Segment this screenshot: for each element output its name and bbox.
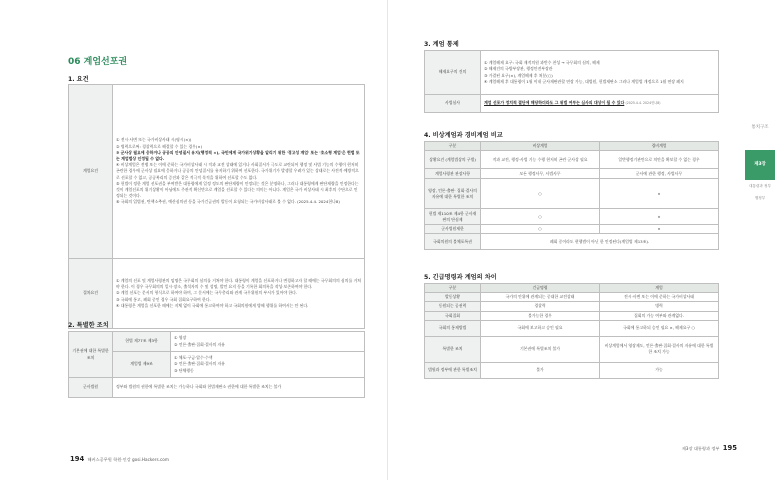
compare-cell: × (600, 179, 719, 209)
requirement-row-procedural (69, 259, 365, 329)
difference-row (425, 362, 719, 378)
chapter-title: 06 계엄선포권 (68, 57, 128, 67)
compare-header: 비상계엄 (481, 142, 600, 151)
left-page (0, 0, 387, 480)
compare-label: 계엄사령관 관장사항 (425, 169, 481, 179)
section-1-number: 1. (68, 76, 75, 83)
martial-b-item: ② 언론·출판·집회·결사의 자유 (174, 361, 226, 367)
special-row-a (69, 332, 365, 352)
compare-cell: 폐회 중이라도 현행범이 아닌 한 인정된다(계엄법 제13조). (481, 234, 719, 250)
difference-cell: 집회의 가능 여부와 관계없다. (600, 311, 719, 320)
compare-header: 구분 (425, 142, 481, 151)
difference-row (425, 302, 719, 311)
martial-b-items (171, 352, 365, 378)
control-row-1 (425, 51, 719, 95)
section-3-title (424, 39, 459, 48)
req-item: ⑥ 국회의 입법권, 탄핵소추권, 예산심의권 등을 국가긴급권의 발동이 요청되는 국가비상사태로 볼 수 없다. (2025.4.4. 2024헌나8) (116, 199, 340, 205)
requirement-text-procedural (113, 259, 365, 329)
compare-label: 군사법원제한 (425, 225, 481, 234)
court-row (69, 378, 365, 398)
difference-header-row (425, 284, 719, 293)
martial-a-label: 헌법 제77조 제3항 (113, 332, 171, 352)
compare-row (425, 169, 719, 179)
control-item: ① 계엄해제 요구: 국회 재적의원 과반수 찬성 → 국무회의 심의, 해제 (484, 60, 600, 66)
requirement-label-substantive: 계엄요건 (69, 85, 113, 259)
difference-cell: 병력 (600, 302, 719, 311)
martial-b-item: ① 체포·구금·압수·수색 (174, 355, 213, 361)
right-page (388, 0, 775, 480)
req-item: ② 병력으로써: 경찰력으로 해결할 수 있는 경우(×) (116, 143, 203, 149)
compare-row (425, 179, 719, 209)
difference-row (425, 293, 719, 302)
compare-header: 경비계엄 (600, 142, 719, 151)
compare-table (424, 141, 719, 250)
proc-item: ① 계엄의 선포 및 계엄사령관의 임명은 국무회의 심의를 거쳐야 한다. 대통령이 계엄을 선포하거나 변경하고자 할 때에는 국무회의의 심의를 거쳐야 한다. 이 경우 국무회의의 일시·장소, 출석자의 수 및 성명, 발언 요지 등을 기록한 회의록을 작성·보존하여야 한다. (116, 277, 361, 290)
section-5-title (424, 272, 497, 281)
difference-label: 국회의 통제방법 (425, 320, 481, 336)
difference-row (425, 320, 719, 336)
req-item: ① 전시·사변 또는 국가비상사태 시(평시(×)) (116, 137, 192, 143)
section-4-label: 비상계엄과 경비계엄 비교 (432, 132, 503, 139)
difference-cell: 국회에 통고하되 승인 필요 ×, 해제요구 ○ (600, 320, 719, 336)
difference-table (424, 283, 719, 379)
left-footer (68, 455, 169, 463)
compare-label: 영장, 언론·출판· 집회·결사의 자유에 대한 특별한 조치 (425, 179, 481, 209)
martial-b-label: 계엄법 제9조 (113, 352, 171, 378)
compare-cell: × (600, 209, 719, 225)
side-tab-subsection[interactable]: 행정부 (754, 196, 766, 200)
difference-label: 특별한 조치 (425, 336, 481, 362)
control-table (424, 50, 719, 113)
control-item: ④ 계엄해제 후 대통령이 1월 이내 군사재판관할 연장 가능, 대법원, 헌법재판소 그러나 계엄법 개정으로 1월 연장 폐지 (484, 78, 684, 84)
compare-row (425, 225, 719, 234)
proc-item: ② 계엄 선포는 문서의 형식으로 하여야 하며, 그 문서에는 국무총리와 관계 국무위원의 부서가 있어야 한다. (116, 290, 298, 296)
compare-cell: ○ (481, 225, 600, 234)
special-label: 기본권에 대한 특별한 조치 (69, 332, 113, 378)
difference-header: 구분 (425, 284, 481, 293)
compare-label: 국회의원의 불체포특권 (425, 234, 481, 250)
difference-cell: 불가능한 경우 (481, 311, 600, 320)
compare-cell: 적과 교전, 행정·사법 기능 수행 현저히 곤란 군사상 필요 (481, 151, 600, 169)
court-label: 군사법원 (69, 378, 113, 398)
compare-row (425, 234, 719, 250)
difference-row (425, 311, 719, 320)
requirement-label-procedural: 절차요건 (69, 259, 113, 329)
control-item: ③ 가결된 요구(×), 계엄해제 후 처분(○) (484, 72, 553, 78)
compare-cell: 모든 행정사무, 사법사무 (481, 169, 600, 179)
proc-item: ③ 국회에 통고, 폐회 중인 경우 국회 집회요구하여 한다. (116, 296, 211, 302)
difference-row (425, 336, 719, 362)
difference-cell: 국가의 안위에 관계되는 중대한 교전상태 (481, 293, 600, 302)
court-text: 정부와 법원의 권한에 특별한 조치는 가능하나 국회와 헌법재판소 권한에 대한 특별한 조치는 불가 (113, 378, 365, 398)
judicial-review-cite: (2025.4.4. 2024헌나8) (625, 101, 661, 106)
section-1-title (68, 74, 89, 83)
left-footer-text: 해커스공무원 학원·인강 gosi.Hackers.com (87, 457, 169, 462)
martial-b-item: ③ 단체행동 (174, 367, 194, 373)
proc-item: ④ 대통령은 계엄을 선포한 때에는 지체 없이 국회에 통고하여야 하고 국회의원에게 방해 행위를 하여서는 안 된다. (116, 302, 309, 308)
left-page-number: 194 (70, 455, 85, 463)
special-measures-table (68, 331, 365, 398)
difference-cell: 가능 (600, 362, 719, 378)
compare-cell: ○ (481, 179, 600, 209)
side-tab-chapter-title[interactable]: 대통령과 정부 (749, 184, 771, 188)
right-footer (682, 444, 739, 452)
difference-cell: 전시·사변 또는 이에 준하는 국가비상사태 (600, 293, 719, 302)
section-5-number: 5. (424, 274, 431, 281)
right-footer-text: 제3장 대통령과 정부 (681, 446, 720, 451)
difference-label: 법원과 정부에 관한 특별조치 (425, 362, 481, 378)
difference-header: 계엄 (600, 284, 719, 293)
compare-row (425, 209, 719, 225)
martial-a-items (171, 332, 365, 352)
difference-label: 발동상황 (425, 293, 481, 302)
section-3-number: 3. (424, 41, 431, 48)
martial-a-item: ① 영장 (174, 335, 187, 341)
section-3-label: 계엄 통제 (432, 41, 459, 48)
compare-cell: × (600, 225, 719, 234)
judicial-review-text: 계엄 선포가 정치적 결단에 해당하더라도 그 위법 여부는 심사의 대상이 될 수 있다 (484, 100, 625, 106)
compare-label: 헌법 제110조 제4항 군사재판의 단심제 (425, 209, 481, 225)
control-label-1: 해제요구의 건의 (425, 51, 481, 95)
requirement-text-substantive (113, 85, 365, 259)
requirements-table (68, 84, 365, 329)
section-4-title (424, 130, 503, 139)
compare-row (425, 151, 719, 169)
control-text-2 (481, 95, 719, 113)
difference-cell: 기본권에 특별조치 불가 (481, 336, 600, 362)
special-row-b (69, 352, 365, 378)
section-2-label: 특별한 조치 (76, 322, 109, 329)
difference-label: 국회집회 (425, 311, 481, 320)
req-item: ⑤ 헌법이 정한 계엄 선포권을 부여받은 대통령에게 일정 정도의 판단재량이 인정되는 것은 분명하나, 그러나 대통령에게 판단재량을 인정한다는 것이 계엄선포의 위기상황이 아님에도 주관적 확신만으로 계엄을 선포할 수 있다는 의미는 아니다. 계엄은 국가 비상사태 시 최후의 수단으로 인정되는 것이다. (116, 180, 359, 199)
compare-label: 상황요건 (계엄법상의 구별) (425, 151, 481, 169)
req-item: ③ 군사상 필요에 응하거나 공공의 안녕질서 유지(행정적 ×), 국민에게 국가위기상황을 알리기 위한 '경고성 계엄' 또는 '호소형 계엄'은 헌법 또는 계엄법상 인정될 수 없다. (116, 149, 360, 161)
section-2-number: 2. (68, 322, 75, 329)
section-5-label: 긴급명령과 계엄의 차이 (432, 274, 497, 281)
section-1-label: 요건 (76, 76, 89, 83)
difference-cell: 경찰력 (481, 302, 600, 311)
control-label-2: 사법심사 (425, 95, 481, 113)
martial-a-item: ② 언론·출판·집회·결사의 자유 (174, 341, 226, 347)
side-tab-part[interactable]: 통치구조 (751, 125, 769, 130)
compare-cell: 일반행정기관만으로 치안을 확보할 수 없는 경우 (600, 151, 719, 169)
difference-header: 긴급명령 (481, 284, 600, 293)
section-4-number: 4. (424, 132, 431, 139)
compare-cell: ○ (481, 209, 600, 225)
compare-cell: 군사에 관한 행정, 사법사무 (600, 169, 719, 179)
difference-label: 동원되는 공권력 (425, 302, 481, 311)
control-item: ② 해제건의 국방부장관, 행정안전부장관 (484, 66, 553, 72)
req-item: ④ 비상계엄은 전쟁 또는 이에 준하는 국가비상사태 시 적과 교전 상태에 있거나 사회질서가 극도로 교란되어 행정 및 사법 기능의 수행이 현저히 곤란한 경우에 군사상 필요에 응하거나 공공의 안녕질서를 유지하기 위하여 선포한다. 국가위기가 발생할 우려가 있는 상태로는 사전적·예방적으로 선포할 수 없고, 공공복리의 증진과 같은 적극적 목적을 위하여 선포할 수도 없다. (116, 162, 359, 180)
section-2-title (68, 320, 109, 329)
right-page-number: 195 (722, 444, 737, 452)
compare-header-row (425, 142, 719, 151)
requirement-row-substantive (69, 85, 365, 259)
control-text-1 (481, 51, 719, 95)
difference-cell: 비상계엄에서 영장제도, 언론·출판·집회·결사의 자유에 대한 특별한 조치 가능 (600, 336, 719, 362)
difference-cell: 불가 (481, 362, 600, 378)
side-tab-current-chapter[interactable]: 제3장 (745, 150, 775, 180)
control-row-2 (425, 95, 719, 113)
difference-cell: 국회에 보고하고 승인 필요 (481, 320, 600, 336)
